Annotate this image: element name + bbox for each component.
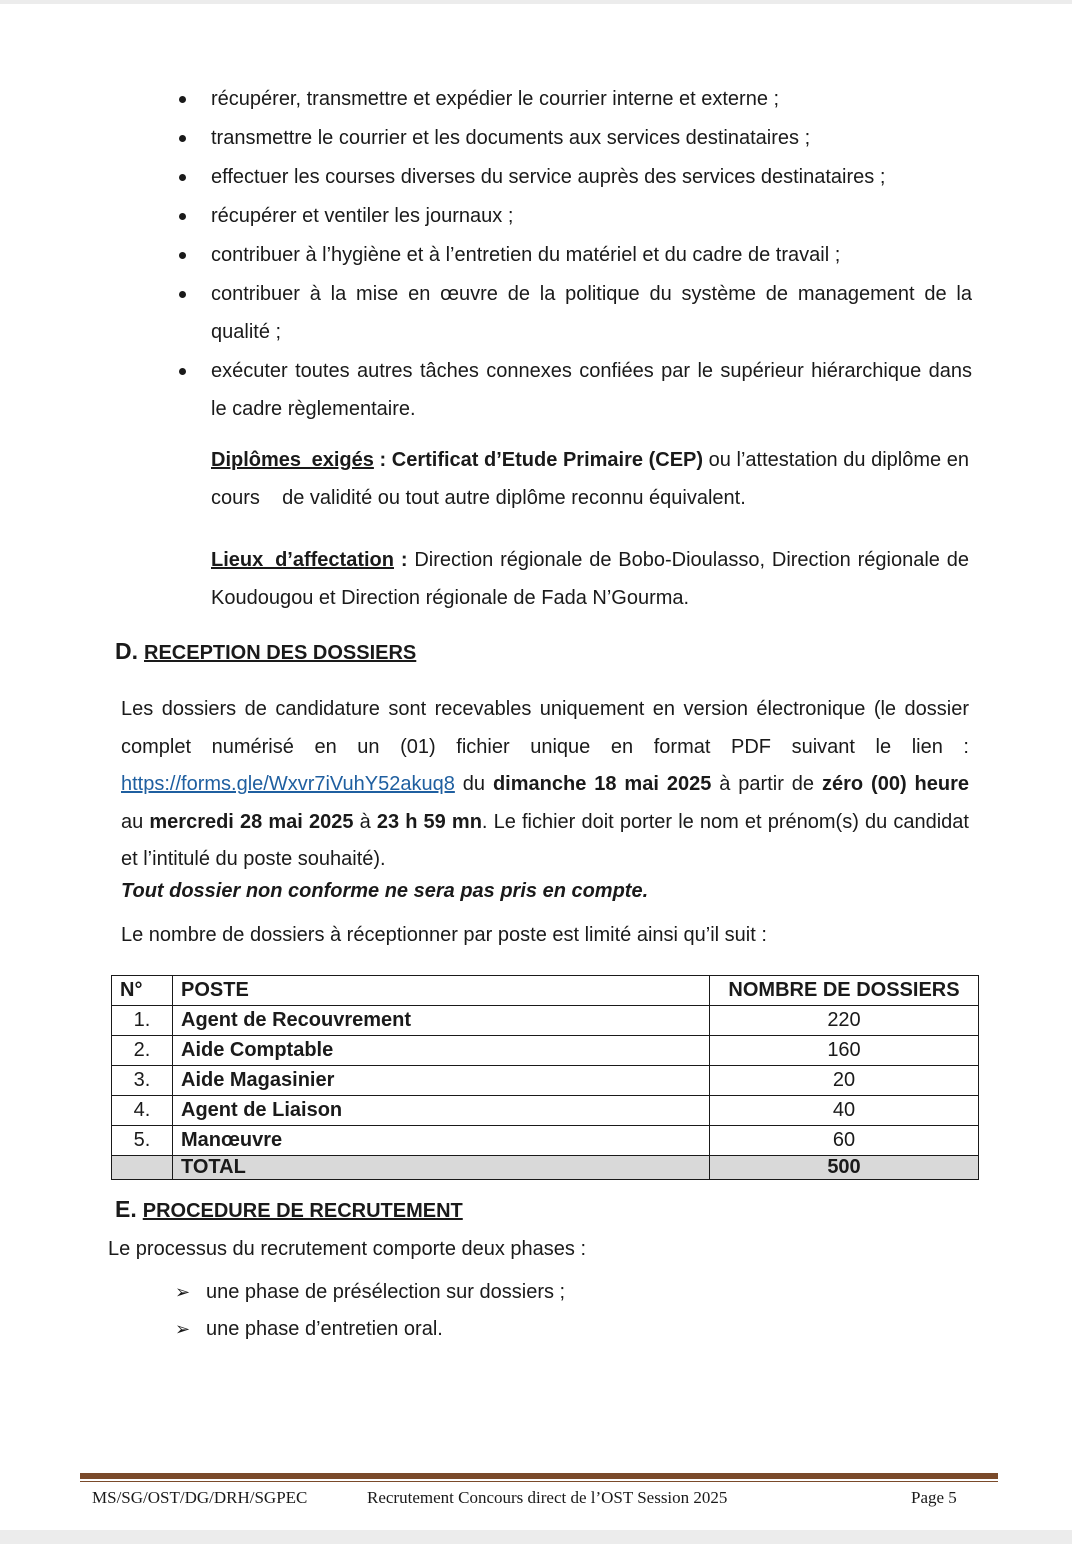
footer-divider-thin xyxy=(80,1481,998,1482)
reception-text: . Le fichier doit porter le nom et prénom(s) du candidat et l’intitulé du poste souhaité). xyxy=(121,810,969,870)
row-poste: Manœuvre xyxy=(173,1126,710,1156)
reception-text: à partir de xyxy=(711,773,822,795)
list-item xyxy=(0,197,1072,235)
row-poste: Agent de Recouvrement xyxy=(173,1006,710,1036)
row-number: 1. xyxy=(112,1006,173,1036)
diplomes-label: Diplômes exigés xyxy=(211,449,374,471)
end-time: 23 h 59 mn xyxy=(376,810,482,833)
row-count: 20 xyxy=(710,1066,979,1096)
row-poste: Aide Comptable xyxy=(173,1036,710,1066)
list-item xyxy=(0,275,1072,351)
bullet-icon xyxy=(179,252,186,259)
phase-list xyxy=(0,1274,1072,1348)
arrow-bullet-icon: ➢ xyxy=(175,1319,191,1339)
footer-page-number: Page 5 xyxy=(911,1488,957,1507)
header-nombre: NOMBRE DE DOSSIERS xyxy=(710,976,979,1006)
end-date: mercredi 28 mai 2025 xyxy=(149,810,354,833)
row-poste: Aide Magasinier xyxy=(173,1066,710,1096)
list-item-text: récupérer et ventiler les journaux ; xyxy=(211,205,514,227)
list-item xyxy=(0,352,1072,428)
arrow-bullet-icon: ➢ xyxy=(175,1282,191,1302)
total-empty-cell xyxy=(112,1156,173,1180)
phase-text: une phase d’entretien oral. xyxy=(206,1318,443,1340)
lieux-label: Lieux d’affectation xyxy=(211,549,394,571)
procedure-intro: Le processus du recrutement comporte deux phases : xyxy=(108,1238,587,1260)
row-number: 5. xyxy=(112,1126,173,1156)
form-link[interactable]: https://forms.gle/Wxvr7iVuhY52akuq8 xyxy=(121,773,455,795)
header-number: N° xyxy=(112,976,173,1006)
task-bullet-list xyxy=(0,80,1072,429)
section-d-title: RECEPTION DES DOSSIERS xyxy=(144,642,417,664)
non-conform-note: Tout dossier non conforme ne sera pas pris en compte. xyxy=(121,880,649,902)
row-count: 60 xyxy=(710,1126,979,1156)
lieux-paragraph xyxy=(211,541,969,617)
diplomes-colon: : xyxy=(373,449,392,471)
section-d-heading xyxy=(115,638,416,665)
section-e-heading xyxy=(115,1196,463,1223)
list-item xyxy=(0,119,1072,157)
list-item xyxy=(0,236,1072,274)
section-e-letter: E. xyxy=(115,1196,137,1222)
list-item xyxy=(0,80,1072,118)
row-count: 40 xyxy=(710,1096,979,1126)
start-date: dimanche 18 mai 2025 xyxy=(492,773,712,795)
diplomes-certificate: Certificat d’Etude Primaire (CEP) xyxy=(391,449,704,471)
bullet-icon xyxy=(179,135,186,142)
header-poste: POSTE xyxy=(173,976,710,1006)
lieux-text: Direction régionale de Bobo-Dioulasso, Direction régionale de Koudougou et Direction régionale de Fada N’Gourma. xyxy=(211,549,969,609)
table-row xyxy=(112,1126,979,1156)
total-label: TOTAL xyxy=(173,1156,710,1180)
bullet-icon xyxy=(179,96,186,103)
list-item-text: récupérer, transmettre et expédier le courrier interne et externe ; xyxy=(211,88,780,110)
footer-title: Recrutement Concours direct de l’OST Session 2025 xyxy=(367,1488,728,1507)
footer-reference: MS/SG/OST/DG/DRH/SGPEC xyxy=(92,1488,308,1507)
bullet-icon xyxy=(179,213,186,220)
list-item-text: exécuter toutes autres tâches connexes confiées par le supérieur hiérarchique dans le cadre règlementaire. xyxy=(211,360,972,420)
list-item xyxy=(0,1274,1072,1311)
row-number: 4. xyxy=(112,1096,173,1126)
bullet-icon xyxy=(179,174,186,181)
row-number: 2. xyxy=(112,1036,173,1066)
row-count: 220 xyxy=(710,1006,979,1036)
reception-paragraph xyxy=(121,691,969,879)
dossiers-table xyxy=(111,975,979,1180)
diplomes-paragraph xyxy=(211,441,975,517)
row-count: 160 xyxy=(710,1036,979,1066)
start-time: zéro (00) heure xyxy=(822,773,970,795)
list-item-text: effectuer les courses diverses du service auprès des services destinataires ; xyxy=(211,166,886,188)
row-number: 3. xyxy=(112,1066,173,1096)
table-row xyxy=(112,1066,979,1096)
lieux-colon: : xyxy=(393,549,415,571)
reception-text: du xyxy=(454,773,493,795)
table-row xyxy=(112,1096,979,1126)
phase-text: une phase de présélection sur dossiers ; xyxy=(206,1281,566,1303)
reception-text: au xyxy=(121,810,150,833)
list-item-text: transmettre le courrier et les documents aux services destinataires ; xyxy=(211,127,811,149)
list-item xyxy=(0,158,1072,196)
row-poste: Agent de Liaison xyxy=(173,1096,710,1126)
section-d-letter: D. xyxy=(115,638,138,664)
table-row xyxy=(112,1036,979,1066)
diplomes-text: ou l’attestation du diplôme en cours de validité ou tout autre diplôme reconnu équivalent. xyxy=(211,449,975,509)
list-item xyxy=(0,1311,1072,1348)
footer-divider xyxy=(80,1473,998,1479)
document-page xyxy=(0,4,1072,1530)
list-item-text: contribuer à l’hygiène et à l’entretien du matériel et du cadre de travail ; xyxy=(211,244,841,266)
reception-text: Les dossiers de candidature sont recevables uniquement en version électronique (le dossier complet numérisé en un (01) fichier unique en format PDF suivant le lien : xyxy=(121,698,969,758)
table-total-row xyxy=(112,1156,979,1180)
reception-text: à xyxy=(353,810,377,833)
bullet-icon xyxy=(179,368,186,375)
table-header-row xyxy=(112,976,979,1006)
table-intro: Le nombre de dossiers à réceptionner par poste est limité ainsi qu’il suit : xyxy=(121,924,767,946)
bullet-icon xyxy=(179,291,186,298)
section-e-title: PROCEDURE DE RECRUTEMENT xyxy=(142,1200,463,1222)
list-item-text: contribuer à la mise en œuvre de la politique du système de management de la qualité ; xyxy=(211,283,972,343)
total-value: 500 xyxy=(710,1156,979,1180)
table-row xyxy=(112,1006,979,1036)
